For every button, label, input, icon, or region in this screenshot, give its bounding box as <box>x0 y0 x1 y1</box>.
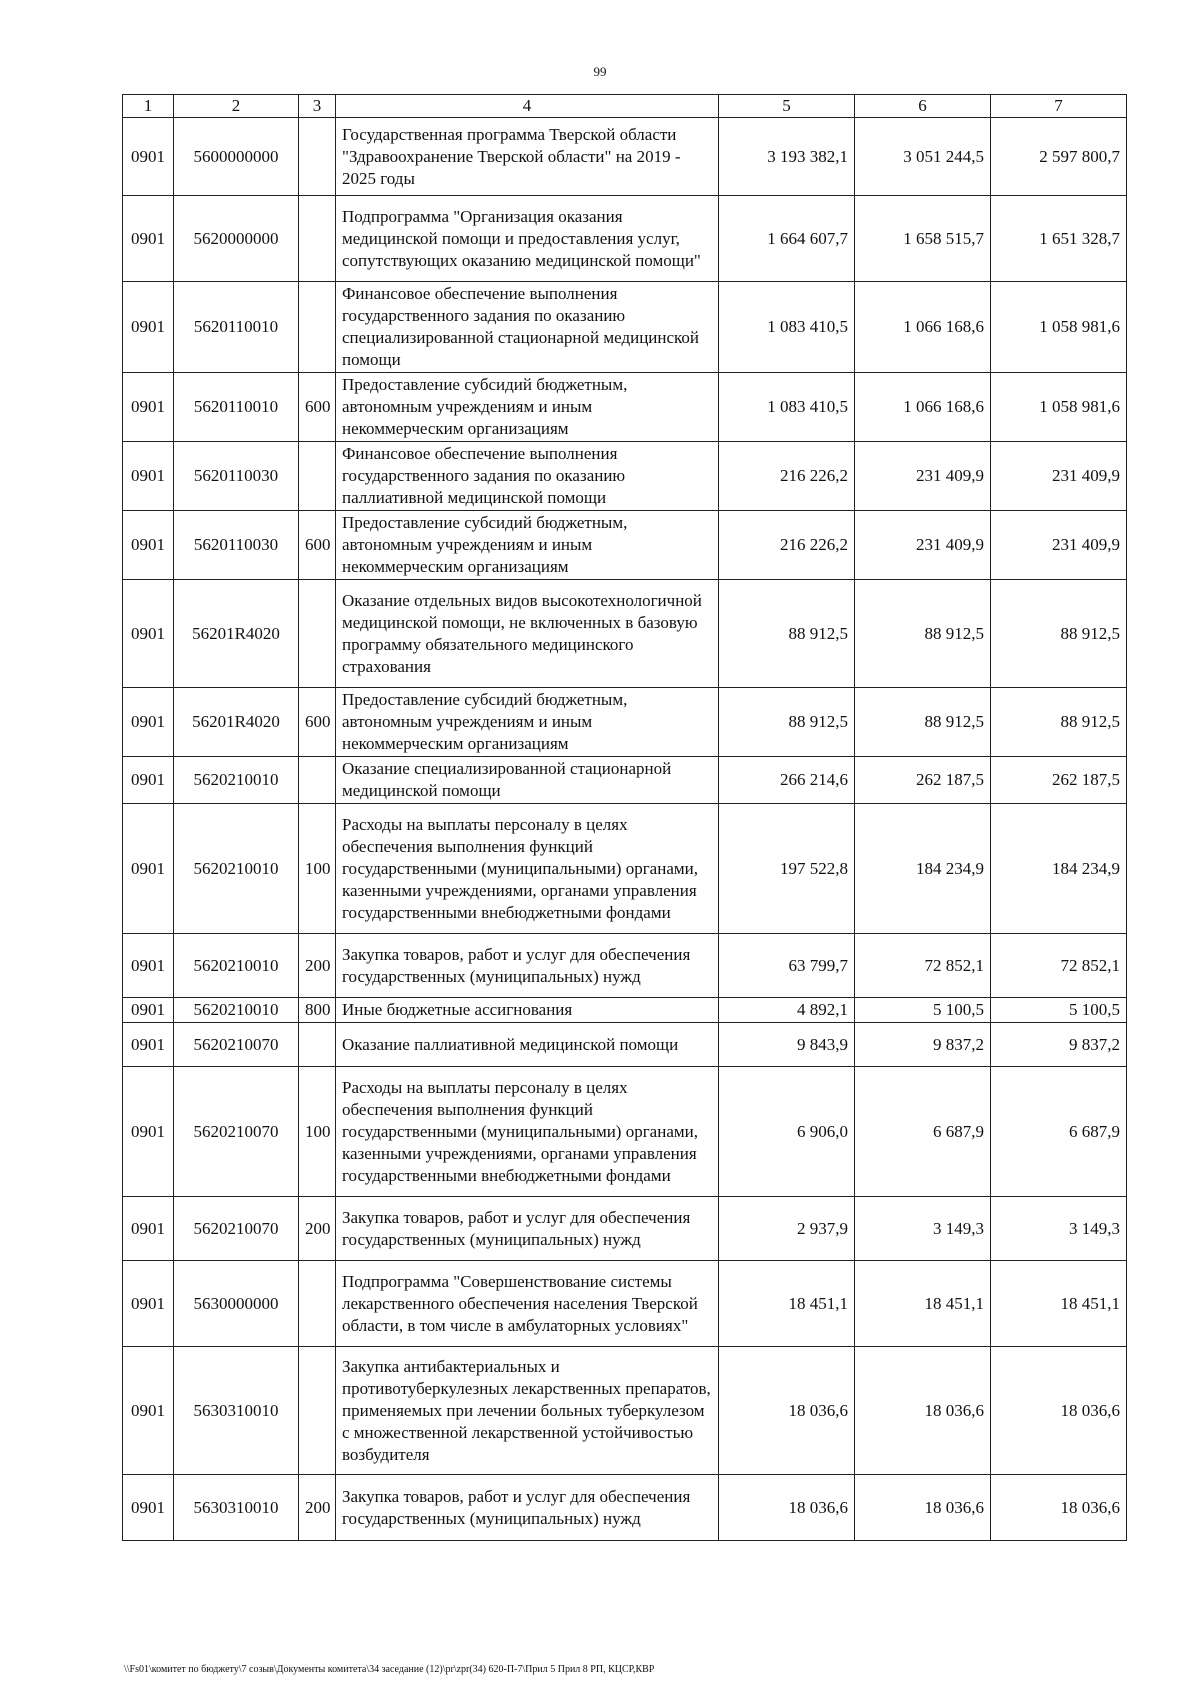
table-row <box>123 1261 1127 1347</box>
amount-cell-col5: 197 522,8 <box>719 804 855 934</box>
name-cell: Иные бюджетные ассигнования <box>336 998 719 1023</box>
amount-cell-col6: 18 451,1 <box>855 1261 991 1347</box>
amount-cell-col5: 18 036,6 <box>719 1475 855 1541</box>
amount-cell-col6: 18 036,6 <box>855 1347 991 1475</box>
amount-cell-col6: 262 187,5 <box>855 757 991 804</box>
column-header-2: 2 <box>174 95 299 118</box>
amount-cell-col7: 72 852,1 <box>991 934 1127 998</box>
amount-cell-col7: 3 149,3 <box>991 1197 1127 1261</box>
amount-cell-col5: 2 937,9 <box>719 1197 855 1261</box>
column-header-1: 1 <box>123 95 174 118</box>
target-article-cell: 5620210010 <box>174 804 299 934</box>
target-article-cell: 5620000000 <box>174 196 299 282</box>
target-article-cell: 5620210070 <box>174 1197 299 1261</box>
table-row <box>123 757 1127 804</box>
target-article-cell: 5620210010 <box>174 757 299 804</box>
target-article-cell: 56201R4020 <box>174 580 299 688</box>
amount-cell-col6: 9 837,2 <box>855 1023 991 1067</box>
amount-cell-col6: 1 066 168,6 <box>855 373 991 442</box>
expense-type-cell <box>299 757 336 804</box>
name-cell: Предоставление субсидий бюджетным, автономным учреждениям и иным некоммерческим организациям <box>336 688 719 757</box>
amount-cell-col6: 88 912,5 <box>855 688 991 757</box>
amount-cell-col6: 231 409,9 <box>855 511 991 580</box>
amount-cell-col6: 72 852,1 <box>855 934 991 998</box>
amount-cell-col7: 6 687,9 <box>991 1067 1127 1197</box>
table-header-row <box>123 95 1127 118</box>
table-row <box>123 1067 1127 1197</box>
column-header-3: 3 <box>299 95 336 118</box>
section-code-cell: 0901 <box>123 998 174 1023</box>
name-cell: Расходы на выплаты персоналу в целях обеспечения выполнения функций государственными (муниципальными) органами, казенными учреждениями, органами управления государственными внебюджетными фондами <box>336 804 719 934</box>
table-row <box>123 196 1127 282</box>
expense-type-cell <box>299 282 336 373</box>
target-article-cell: 5620110030 <box>174 442 299 511</box>
target-article-cell: 5600000000 <box>174 118 299 196</box>
amount-cell-col5: 266 214,6 <box>719 757 855 804</box>
table-row <box>123 282 1127 373</box>
table-row <box>123 511 1127 580</box>
amount-cell-col6: 88 912,5 <box>855 580 991 688</box>
amount-cell-col7: 9 837,2 <box>991 1023 1127 1067</box>
amount-cell-col5: 3 193 382,1 <box>719 118 855 196</box>
name-cell: Финансовое обеспечение выполнения государственного задания по оказанию специализированной стационарной медицинской помощи <box>336 282 719 373</box>
expense-type-cell: 200 <box>299 934 336 998</box>
target-article-cell: 5620210070 <box>174 1023 299 1067</box>
expense-type-cell: 800 <box>299 998 336 1023</box>
target-article-cell: 5630000000 <box>174 1261 299 1347</box>
name-cell: Государственная программа Тверской области "Здравоохранение Тверской области" на 2019 - 2025 годы <box>336 118 719 196</box>
amount-cell-col6: 6 687,9 <box>855 1067 991 1197</box>
expense-type-cell <box>299 196 336 282</box>
table-row <box>123 1023 1127 1067</box>
expense-type-cell: 600 <box>299 511 336 580</box>
amount-cell-col7: 231 409,9 <box>991 442 1127 511</box>
amount-cell-col5: 1 083 410,5 <box>719 282 855 373</box>
amount-cell-col7: 18 036,6 <box>991 1347 1127 1475</box>
section-code-cell: 0901 <box>123 1347 174 1475</box>
footer-file-path: \\Fs01\комитет по бюджету\7 созыв\Документы комитета\34 заседание (12)\pr\zpr(34) 620-П-7\Прил 5 Прил 8 РП, КЦСР,КВР <box>124 1664 655 1675</box>
section-code-cell: 0901 <box>123 373 174 442</box>
amount-cell-col7: 88 912,5 <box>991 688 1127 757</box>
budget-table <box>122 94 1127 1541</box>
table-row <box>123 373 1127 442</box>
section-code-cell: 0901 <box>123 511 174 580</box>
amount-cell-col5: 1 083 410,5 <box>719 373 855 442</box>
table-row <box>123 442 1127 511</box>
section-code-cell: 0901 <box>123 1023 174 1067</box>
amount-cell-col6: 1 066 168,6 <box>855 282 991 373</box>
section-code-cell: 0901 <box>123 282 174 373</box>
amount-cell-col6: 5 100,5 <box>855 998 991 1023</box>
name-cell: Закупка антибактериальных и противотуберкулезных лекарственных препаратов, применяемых при лечении больных туберкулезом с множественной лекарственной устойчивостью возбудителя <box>336 1347 719 1475</box>
section-code-cell: 0901 <box>123 688 174 757</box>
table-row <box>123 118 1127 196</box>
expense-type-cell: 100 <box>299 1067 336 1197</box>
amount-cell-col6: 1 658 515,7 <box>855 196 991 282</box>
amount-cell-col7: 18 036,6 <box>991 1475 1127 1541</box>
amount-cell-col5: 1 664 607,7 <box>719 196 855 282</box>
section-code-cell: 0901 <box>123 804 174 934</box>
amount-cell-col5: 88 912,5 <box>719 688 855 757</box>
amount-cell-col7: 2 597 800,7 <box>991 118 1127 196</box>
expense-type-cell <box>299 1347 336 1475</box>
section-code-cell: 0901 <box>123 757 174 804</box>
amount-cell-col7: 262 187,5 <box>991 757 1127 804</box>
expense-type-cell <box>299 118 336 196</box>
name-cell: Закупка товаров, работ и услуг для обеспечения государственных (муниципальных) нужд <box>336 1197 719 1261</box>
column-header-7: 7 <box>991 95 1127 118</box>
amount-cell-col5: 18 451,1 <box>719 1261 855 1347</box>
amount-cell-col7: 1 058 981,6 <box>991 373 1127 442</box>
amount-cell-col7: 1 058 981,6 <box>991 282 1127 373</box>
table-row <box>123 580 1127 688</box>
section-code-cell: 0901 <box>123 118 174 196</box>
name-cell: Предоставление субсидий бюджетным, автономным учреждениям и иным некоммерческим организациям <box>336 511 719 580</box>
amount-cell-col5: 4 892,1 <box>719 998 855 1023</box>
expense-type-cell: 100 <box>299 804 336 934</box>
amount-cell-col7: 88 912,5 <box>991 580 1127 688</box>
name-cell: Оказание паллиативной медицинской помощи <box>336 1023 719 1067</box>
expense-type-cell: 600 <box>299 688 336 757</box>
target-article-cell: 5630310010 <box>174 1347 299 1475</box>
name-cell: Оказание специализированной стационарной медицинской помощи <box>336 757 719 804</box>
target-article-cell: 5620110010 <box>174 282 299 373</box>
amount-cell-col6: 18 036,6 <box>855 1475 991 1541</box>
name-cell: Подпрограмма "Совершенствование системы лекарственного обеспечения населения Тверской области, в том числе в амбулаторных условиях" <box>336 1261 719 1347</box>
expense-type-cell: 200 <box>299 1197 336 1261</box>
target-article-cell: 5620210010 <box>174 934 299 998</box>
amount-cell-col6: 184 234,9 <box>855 804 991 934</box>
table-row <box>123 998 1127 1023</box>
table-body <box>123 118 1127 1541</box>
amount-cell-col6: 3 051 244,5 <box>855 118 991 196</box>
amount-cell-col7: 1 651 328,7 <box>991 196 1127 282</box>
section-code-cell: 0901 <box>123 1197 174 1261</box>
name-cell: Расходы на выплаты персоналу в целях обеспечения выполнения функций государственными (муниципальными) органами, казенными учреждениями, органами управления государственными внебюджетными фондами <box>336 1067 719 1197</box>
table-row <box>123 1197 1127 1261</box>
amount-cell-col7: 231 409,9 <box>991 511 1127 580</box>
section-code-cell: 0901 <box>123 1067 174 1197</box>
amount-cell-col7: 184 234,9 <box>991 804 1127 934</box>
expense-type-cell <box>299 1023 336 1067</box>
section-code-cell: 0901 <box>123 442 174 511</box>
column-header-6: 6 <box>855 95 991 118</box>
expense-type-cell: 600 <box>299 373 336 442</box>
target-article-cell: 5620110030 <box>174 511 299 580</box>
name-cell: Закупка товаров, работ и услуг для обеспечения государственных (муниципальных) нужд <box>336 934 719 998</box>
page-number: 99 <box>593 64 607 79</box>
target-article-cell: 5620110010 <box>174 373 299 442</box>
amount-cell-col7: 18 451,1 <box>991 1261 1127 1347</box>
amount-cell-col5: 216 226,2 <box>719 442 855 511</box>
column-header-5: 5 <box>719 95 855 118</box>
name-cell: Оказание отдельных видов высокотехнологичной медицинской помощи, не включенных в базовую программу обязательного медицинского страхования <box>336 580 719 688</box>
expense-type-cell <box>299 580 336 688</box>
table-row <box>123 934 1127 998</box>
section-code-cell: 0901 <box>123 580 174 688</box>
expense-type-cell: 200 <box>299 1475 336 1541</box>
target-article-cell: 56201R4020 <box>174 688 299 757</box>
column-header-4: 4 <box>336 95 719 118</box>
table-row <box>123 1347 1127 1475</box>
amount-cell-col5: 18 036,6 <box>719 1347 855 1475</box>
section-code-cell: 0901 <box>123 1261 174 1347</box>
target-article-cell: 5620210010 <box>174 998 299 1023</box>
amount-cell-col5: 216 226,2 <box>719 511 855 580</box>
table-row <box>123 804 1127 934</box>
section-code-cell: 0901 <box>123 1475 174 1541</box>
amount-cell-col7: 5 100,5 <box>991 998 1127 1023</box>
expense-type-cell <box>299 442 336 511</box>
section-code-cell: 0901 <box>123 196 174 282</box>
amount-cell-col6: 3 149,3 <box>855 1197 991 1261</box>
amount-cell-col5: 6 906,0 <box>719 1067 855 1197</box>
section-code-cell: 0901 <box>123 934 174 998</box>
amount-cell-col5: 63 799,7 <box>719 934 855 998</box>
expense-type-cell <box>299 1261 336 1347</box>
table-row <box>123 688 1127 757</box>
target-article-cell: 5620210070 <box>174 1067 299 1197</box>
name-cell: Предоставление субсидий бюджетным, автономным учреждениям и иным некоммерческим организациям <box>336 373 719 442</box>
name-cell: Подпрограмма "Организация оказания медицинской помощи и предоставления услуг, сопутствующих оказанию медицинской помощи" <box>336 196 719 282</box>
target-article-cell: 5630310010 <box>174 1475 299 1541</box>
amount-cell-col5: 88 912,5 <box>719 580 855 688</box>
amount-cell-col5: 9 843,9 <box>719 1023 855 1067</box>
name-cell: Финансовое обеспечение выполнения государственного задания по оказанию паллиативной медицинской помощи <box>336 442 719 511</box>
name-cell: Закупка товаров, работ и услуг для обеспечения государственных (муниципальных) нужд <box>336 1475 719 1541</box>
table-row <box>123 1475 1127 1541</box>
amount-cell-col6: 231 409,9 <box>855 442 991 511</box>
